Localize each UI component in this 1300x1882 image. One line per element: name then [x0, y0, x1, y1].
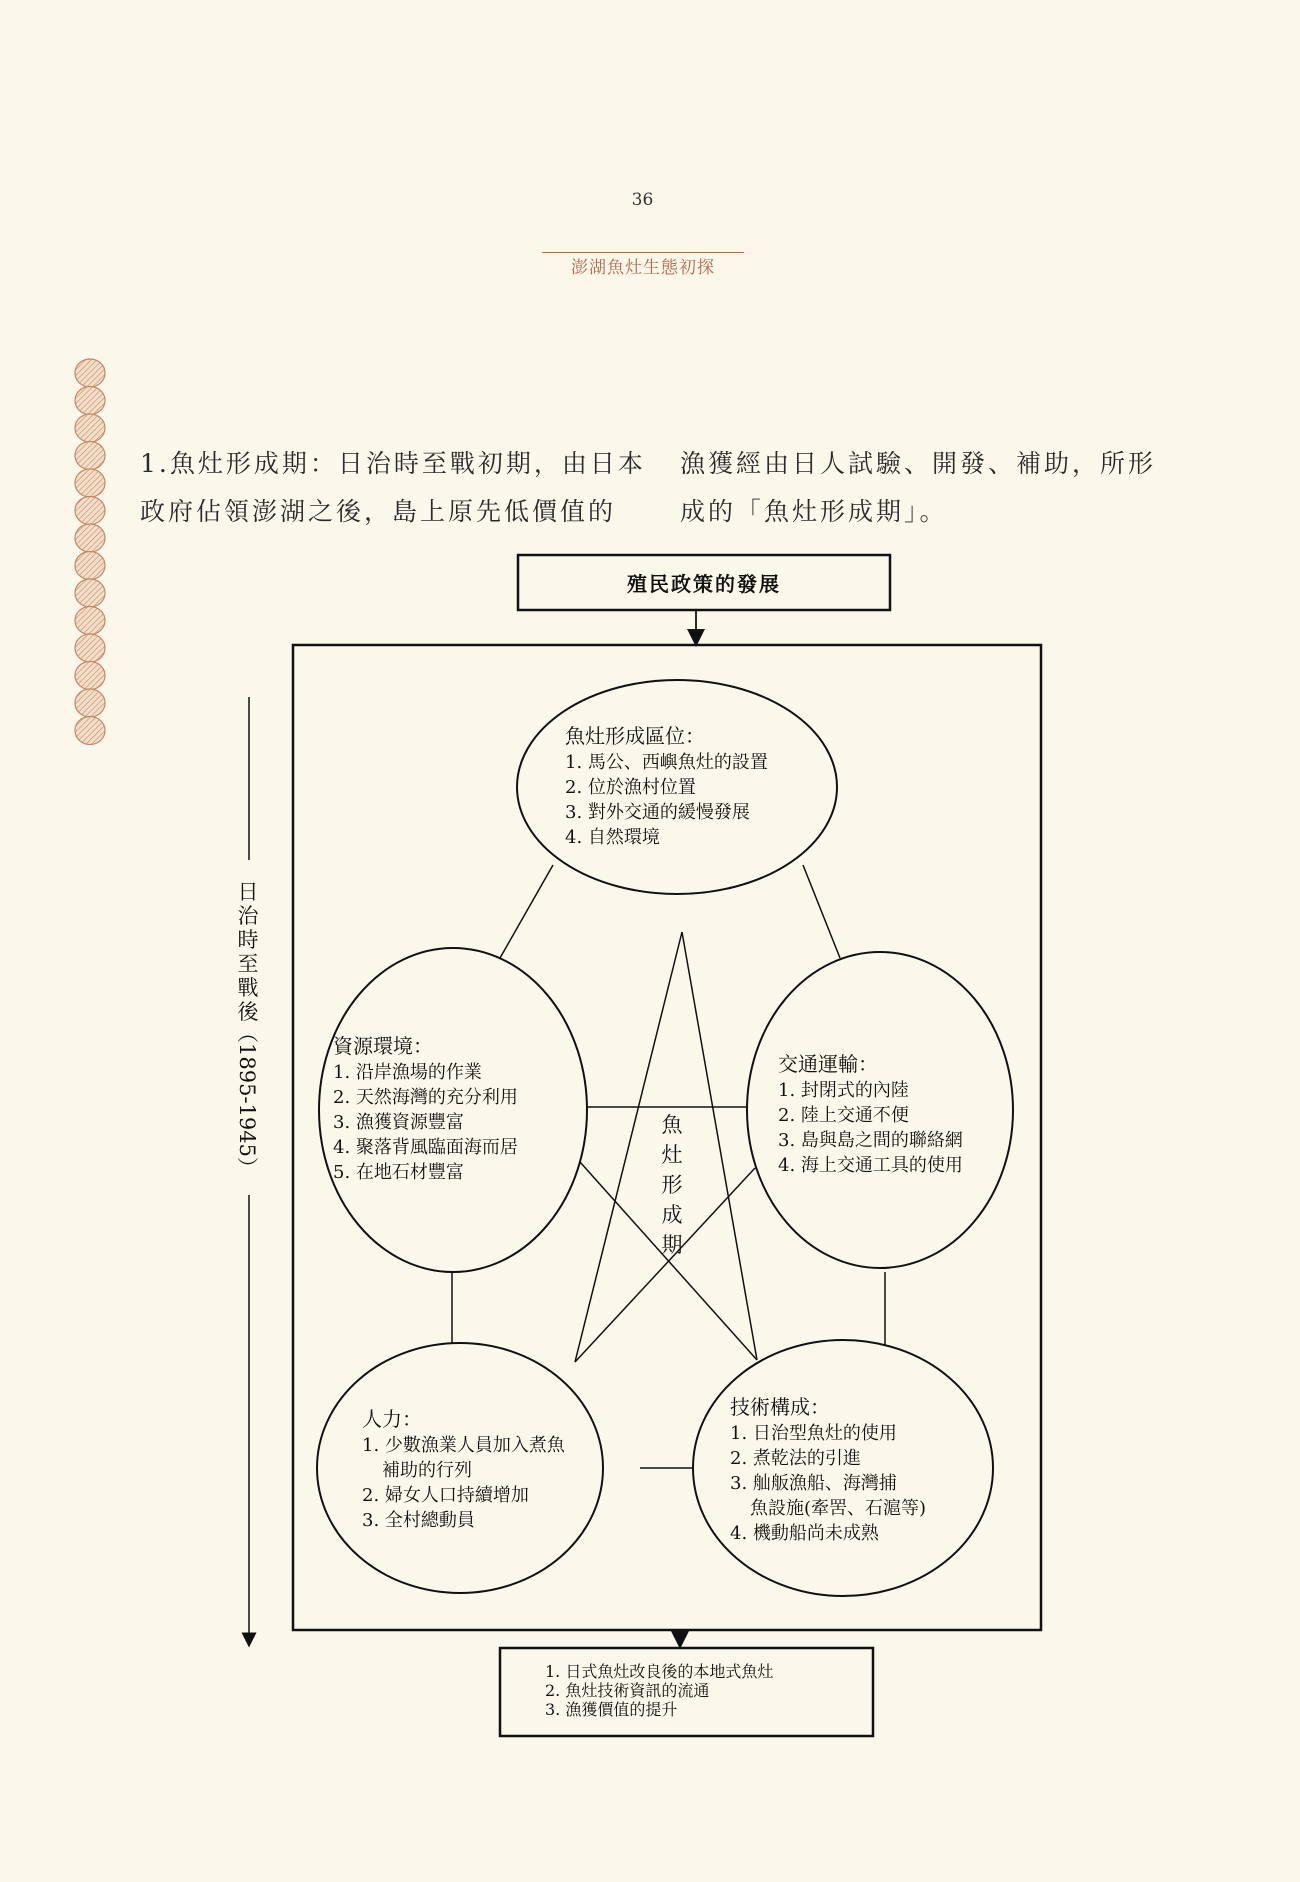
location-item: 2. 位於漁村位置 — [565, 777, 696, 798]
transport-item: 2. 陸上交通不便 — [778, 1105, 909, 1126]
result-item: 1. 日式魚灶改良後的本地式魚灶 — [545, 1662, 774, 1681]
result-item: 3. 漁獲價值的提升 — [545, 1700, 678, 1719]
center-label-char: 成 — [661, 1203, 683, 1227]
body-line: 成的「魚灶形成期」。 — [680, 497, 948, 526]
location-title: 魚灶形成區位： — [565, 724, 705, 748]
colonial-policy-box: 殖民政策的發展 — [627, 572, 781, 596]
body-line: 漁獲經由日人試驗、開發、補助，所形 — [680, 449, 1157, 478]
location-ellipse-text — [565, 722, 768, 850]
resources-item: 5. 在地石材豐富 — [333, 1162, 464, 1183]
timeline-label-char: 治 — [237, 904, 259, 928]
technique-item: 2. 煮乾法的引進 — [730, 1448, 861, 1469]
timeline-label-char: 日 — [237, 880, 259, 904]
connector-location-transport — [803, 865, 840, 958]
center-label-char: 期 — [661, 1233, 683, 1257]
technique-ellipse-text — [730, 1393, 926, 1546]
resources-item: 2. 天然海灣的充分利用 — [333, 1087, 518, 1108]
location-item: 1. 馬公、西嶼魚灶的設置 — [565, 752, 768, 773]
labor-ellipse-text — [362, 1405, 565, 1533]
timeline-label-char: 至 — [237, 952, 259, 976]
page-number: 36 — [631, 190, 654, 210]
timeline-period-label — [233, 880, 263, 1024]
center-label-formation-period — [652, 1110, 692, 1260]
transport-item: 3. 島與島之間的聯絡網 — [778, 1130, 963, 1151]
resources-title: 資源環境： — [333, 1034, 433, 1058]
transport-title: 交通運輸： — [778, 1052, 878, 1076]
labor-item: 補助的行列 — [382, 1460, 472, 1481]
timeline-label-char: 後 — [237, 1000, 259, 1024]
body-line: 1.魚灶形成期：日治時至戰初期，由日本 — [140, 449, 646, 478]
technique-item: 1. 日治型魚灶的使用 — [730, 1423, 897, 1444]
center-label-char: 灶 — [661, 1143, 683, 1167]
location-item: 4. 自然環境 — [565, 827, 660, 848]
technique-title: 技術構成： — [730, 1395, 830, 1419]
transport-ellipse-text — [778, 1050, 963, 1178]
center-label-char: 形 — [661, 1173, 683, 1197]
technique-item: 4. 機動船尚未成熟 — [730, 1523, 879, 1544]
timeline-years-text: （1895-1945） — [235, 1022, 260, 1178]
star-line-apex-right — [682, 932, 757, 1360]
timeline-label-char: 時 — [237, 928, 259, 952]
resources-item: 3. 漁獲資源豐富 — [333, 1112, 464, 1133]
running-header-title: 澎湖魚灶生態初探 — [571, 258, 715, 278]
result-list — [545, 1662, 773, 1719]
center-label-char: 魚 — [661, 1113, 683, 1137]
timeline-years — [226, 1015, 270, 1185]
resources-ellipse-text — [333, 1032, 518, 1185]
labor-item: 1. 少數漁業人員加入煮魚 — [362, 1435, 565, 1456]
labor-item: 3. 全村總動員 — [362, 1510, 475, 1531]
connector-location-resources — [500, 865, 553, 958]
transport-item: 1. 封閉式的內陸 — [778, 1080, 909, 1101]
resources-item: 4. 聚落背風臨面海而居 — [333, 1137, 518, 1158]
technique-item: 魚設施(牽罟、石滬等) — [750, 1498, 927, 1519]
labor-item: 2. 婦女人口持續增加 — [362, 1485, 529, 1506]
location-item: 3. 對外交通的緩慢發展 — [565, 802, 750, 823]
timeline-label-char: 戰 — [237, 976, 259, 1000]
result-item: 2. 魚灶技術資訊的流通 — [545, 1681, 710, 1700]
body-line: 政府佔領澎湖之後，島上原先低價值的 — [140, 497, 617, 526]
resources-item: 1. 沿岸漁場的作業 — [333, 1062, 482, 1083]
transport-item: 4. 海上交通工具的使用 — [778, 1155, 963, 1176]
technique-item: 3. 舢舨漁船、海灣捕 — [730, 1473, 897, 1494]
labor-title: 人力： — [362, 1407, 422, 1431]
